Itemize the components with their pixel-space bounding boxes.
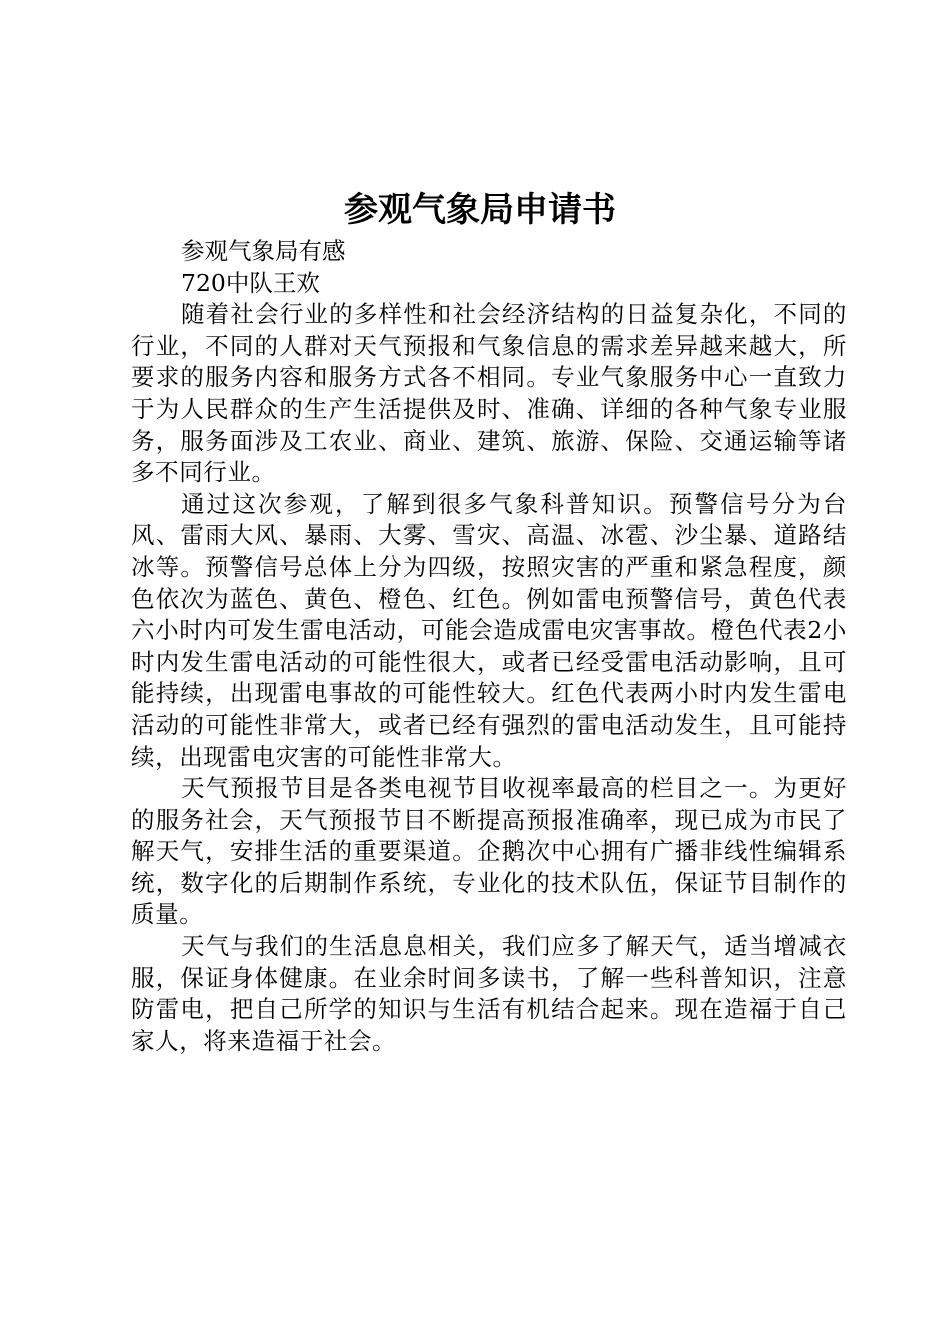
document-title: 参观气象局申请书 xyxy=(344,190,616,230)
document-author: 720中队王欢 xyxy=(181,268,320,297)
document-body xyxy=(131,236,847,1057)
document-subtitle: 参观气象局有感 xyxy=(181,237,346,265)
paragraph: 天气与我们的生活息息相关，我们应多了解天气，适当增减衣服，保证身体健康。在业余时间多读书，了解一些科普知识，注意防雷电，把自己所学的知识与生活有机结合起来。现在造福于自己家人，将来造福于社会。 xyxy=(131,932,847,1055)
paragraph: 天气预报节目是各类电视节目收视率最高的栏目之一。为更好的服务社会，天气预报节目不断提高预报准确率，现已成为市民了解天气，安排生活的重要渠道。企鹅次中心拥有广播非线性编辑系统，数字化的后期制作系统，专业化的技术队伍，保证节目制作的质量。 xyxy=(131,774,847,929)
paragraph: 随着社会行业的多样性和社会经济结构的日益复杂化，不同的行业，不同的人群对天气预报和气象信息的需求差异越来越大，所要求的服务内容和服务方式各不相同。专业气象服务中心一直致力于为人民群众的生产生活提供及时、准确、详细的各种气象专业服务，服务面涉及工农业、商业、建筑、旅游、保险、交通运输等诸多不同行业。 xyxy=(131,300,847,487)
paragraph: 通过这次参观，了解到很多气象科普知识。预警信号分为台风、雷雨大风、暴雨、大雾、雪灾、高温、冰雹、沙尘暴、道路结冰等。预警信号总体上分为四级，按照灾害的严重和紧急程度，颜色依次为蓝色、黄色、橙色、红色。例如雷电预警信号，黄色代表六小时内可发生雷电活动，可能会造成雷电灾害事故。橙色代表2小时内发生雷电活动的可能性很大，或者已经受雷电活动影响，且可能持续，出现雷电事故的可能性较大。红色代表两小时内发生雷电活动的可能性非常大，或者已经有强烈的雷电活动发生，且可能持续，出现雷电灾害的可能性非常大。 xyxy=(131,489,847,771)
